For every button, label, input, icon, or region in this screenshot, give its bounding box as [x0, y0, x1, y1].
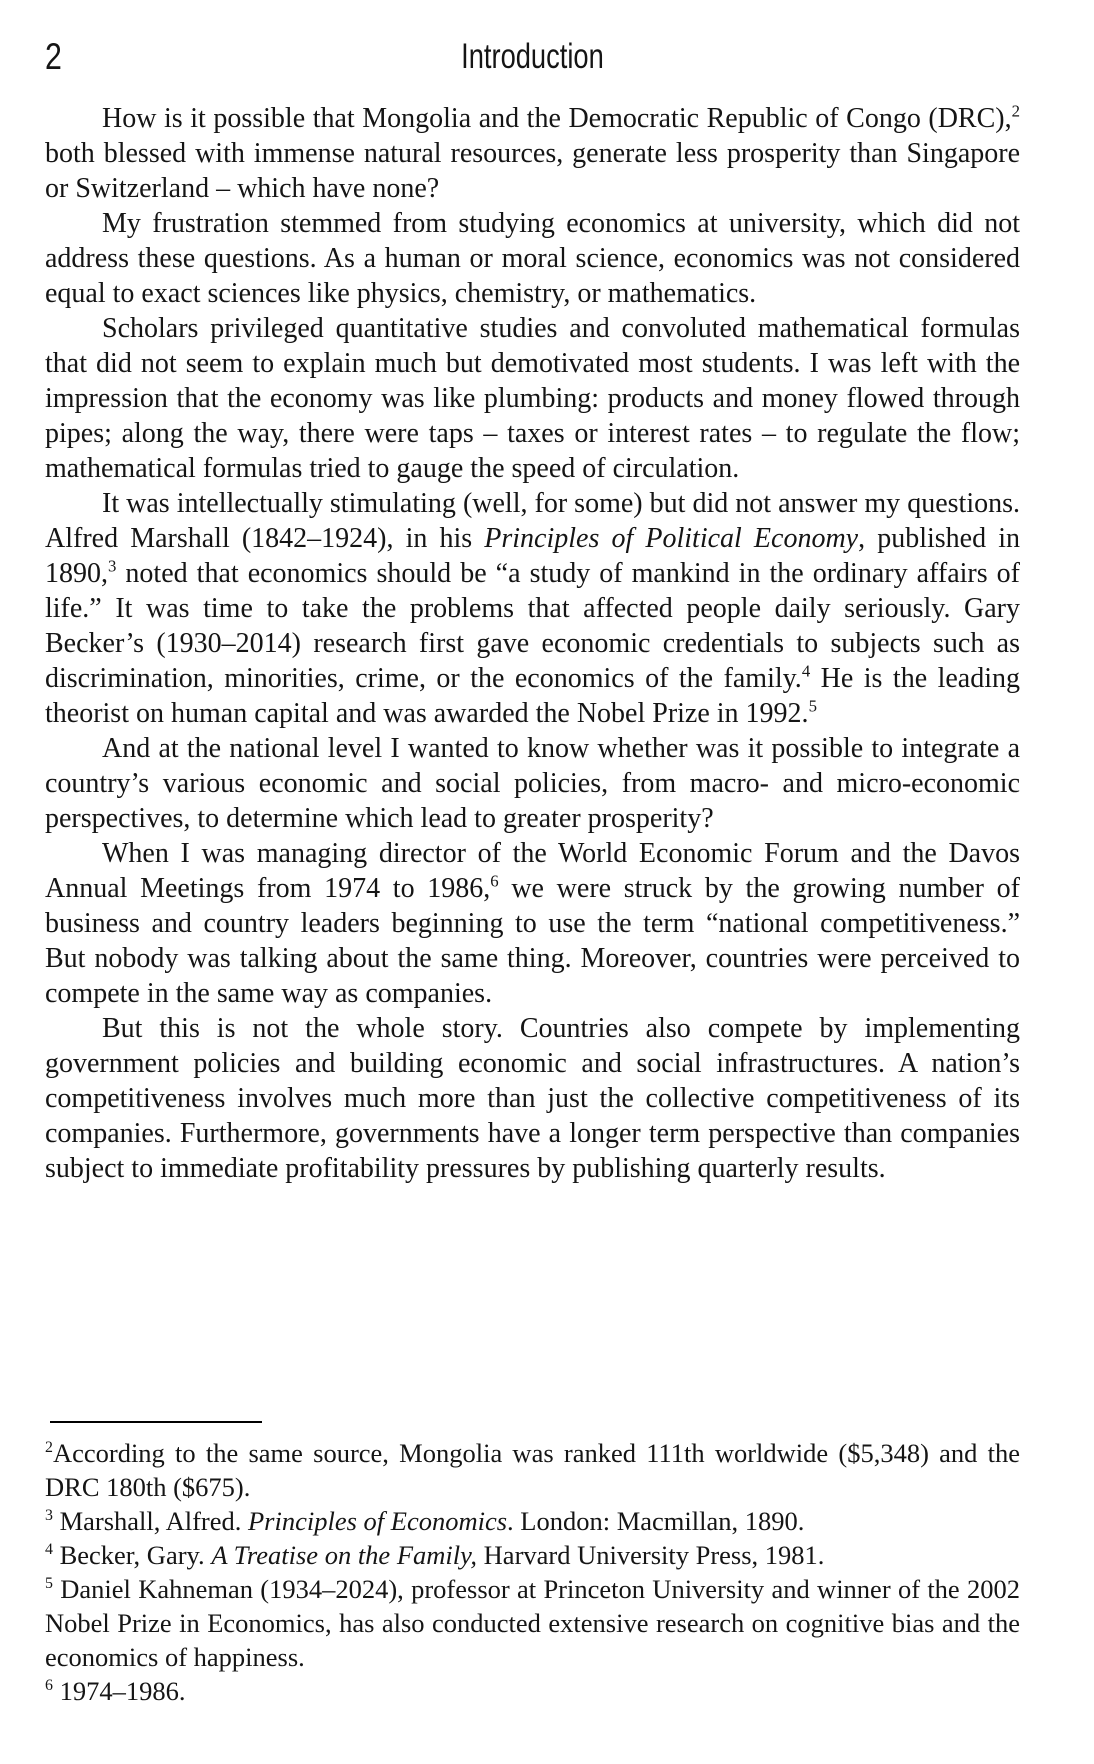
paragraph [45, 206, 1020, 311]
footnote-ref: 2 [1011, 101, 1020, 121]
text-segment: Harvard University Press, 1981. [477, 1540, 825, 1570]
text-segment: both blessed with immense natural resources, generate less prosperity than Singapore or Switzerland – which have none? [45, 138, 1020, 204]
footnote-marker: 4 [45, 1541, 53, 1559]
text-segment: According to the same source, Mongolia was ranked 111th worldwide ($5,348) and the DRC 180th ($675). [45, 1438, 1020, 1502]
footnote-ref: 3 [108, 556, 117, 576]
body-text [45, 101, 1020, 1186]
paragraph [45, 486, 1020, 731]
footnote-separator [50, 1421, 262, 1423]
paragraph [45, 836, 1020, 1011]
text-segment: 1974–1986. [52, 1676, 186, 1706]
footnote [45, 1674, 1020, 1708]
footnote [45, 1572, 1020, 1674]
text-segment: It was intellectually stimulating (well, for some) but did not answer my questions. Alfred Marshall (1842–1924), in his [45, 488, 1020, 554]
text-segment: How is it possible that Mongolia and the Democratic Republic of Congo (DRC), [102, 103, 1012, 134]
text-segment: Marshall, Alfred. [52, 1506, 248, 1536]
footnotes-list [45, 1436, 1020, 1708]
page-title: Introduction [461, 37, 604, 76]
footnote-ref: 5 [808, 696, 817, 716]
text-segment: we were struck by the growing number of business and country leaders beginning to use the term “national competitiveness.” But nobody was talking about the same thing. Moreover, countries were perceived to compete in the same way as companies. [45, 873, 1020, 1009]
text-segment: And at the national level I wanted to know whether was it possible to integrate a country’s various economic and social policies, from macro- and micro-economic perspectives, to determine which lead to greater prosperity? [45, 733, 1020, 834]
text-segment: Daniel Kahneman (1934–2024), professor at Princeton University and winner of the 2002 Nobel Prize in Economics, has also conducted extensive research on cognitive bias and the economics of happiness. [45, 1574, 1020, 1672]
text-segment: When I was managing director of the World Economic Forum and the Davos Annual Meetings from 1974 to 1986, [45, 838, 1020, 904]
text-segment: . London: Macmillan, 1890. [507, 1506, 805, 1536]
page-header [45, 38, 1020, 78]
text-segment: , published in 1890, [45, 523, 1020, 589]
text-segment: Principles of Political Economy [484, 523, 859, 554]
footnote-marker: 2 [45, 1439, 53, 1457]
text-segment: Scholars privileged quantitative studies and convoluted mathematical formulas that did not seem to explain much but demotivated most students. I was left with the impression that the economy was like plumbing: products and money flowed through pipes; along the way, there were taps – taxes or interest rates – to regulate the flow; mathematical formulas tried to gauge the speed of circulation. [45, 313, 1020, 484]
footnote [45, 1504, 1020, 1538]
footnote [45, 1538, 1020, 1572]
footnote-marker: 3 [45, 1507, 53, 1525]
footnote [45, 1436, 1020, 1504]
text-segment: But this is not the whole story. Countries also compete by implementing government policies and building economic and social infrastructures. A nation’s competitiveness involves much more than just the collective competitiveness of its companies. Furthermore, governments have a longer term perspective than companies subject to immediate profitability pressures by publishing quarterly results. [45, 1013, 1020, 1184]
paragraph [45, 1011, 1020, 1186]
text-segment: He is the leading theorist on human capital and was awarded the Nobel Prize in 1992. [45, 663, 1020, 729]
footnote-ref: 6 [490, 871, 499, 891]
text-segment: A Treatise on the Family, [211, 1540, 478, 1570]
paragraph [45, 311, 1020, 486]
text-segment: Principles of Economics [247, 1506, 508, 1536]
footnote-marker: 6 [45, 1677, 53, 1695]
page-number: 2 [45, 36, 62, 77]
footnote-marker: 5 [45, 1575, 53, 1593]
footnote-ref: 4 [801, 661, 811, 681]
paragraph [45, 101, 1020, 206]
text-segment: My frustration stemmed from studying economics at university, which did not address these questions. As a human or moral science, economics was not considered equal to exact sciences like physics, chemistry, or mathematics. [45, 208, 1020, 309]
text-segment: noted that economics should be “a study of mankind in the ordinary affairs of life.” It was time to take the problems that affected people daily seriously. Gary Becker’s (1930–2014) research first gave economic credentials to subjects such as discrimination, minorities, crime, or the economics of the family. [45, 558, 1020, 694]
text-segment: Becker, Gary. [52, 1540, 212, 1570]
footnotes-section [45, 1421, 1020, 1708]
page-title-wrap [45, 38, 1020, 76]
paragraph [45, 731, 1020, 836]
